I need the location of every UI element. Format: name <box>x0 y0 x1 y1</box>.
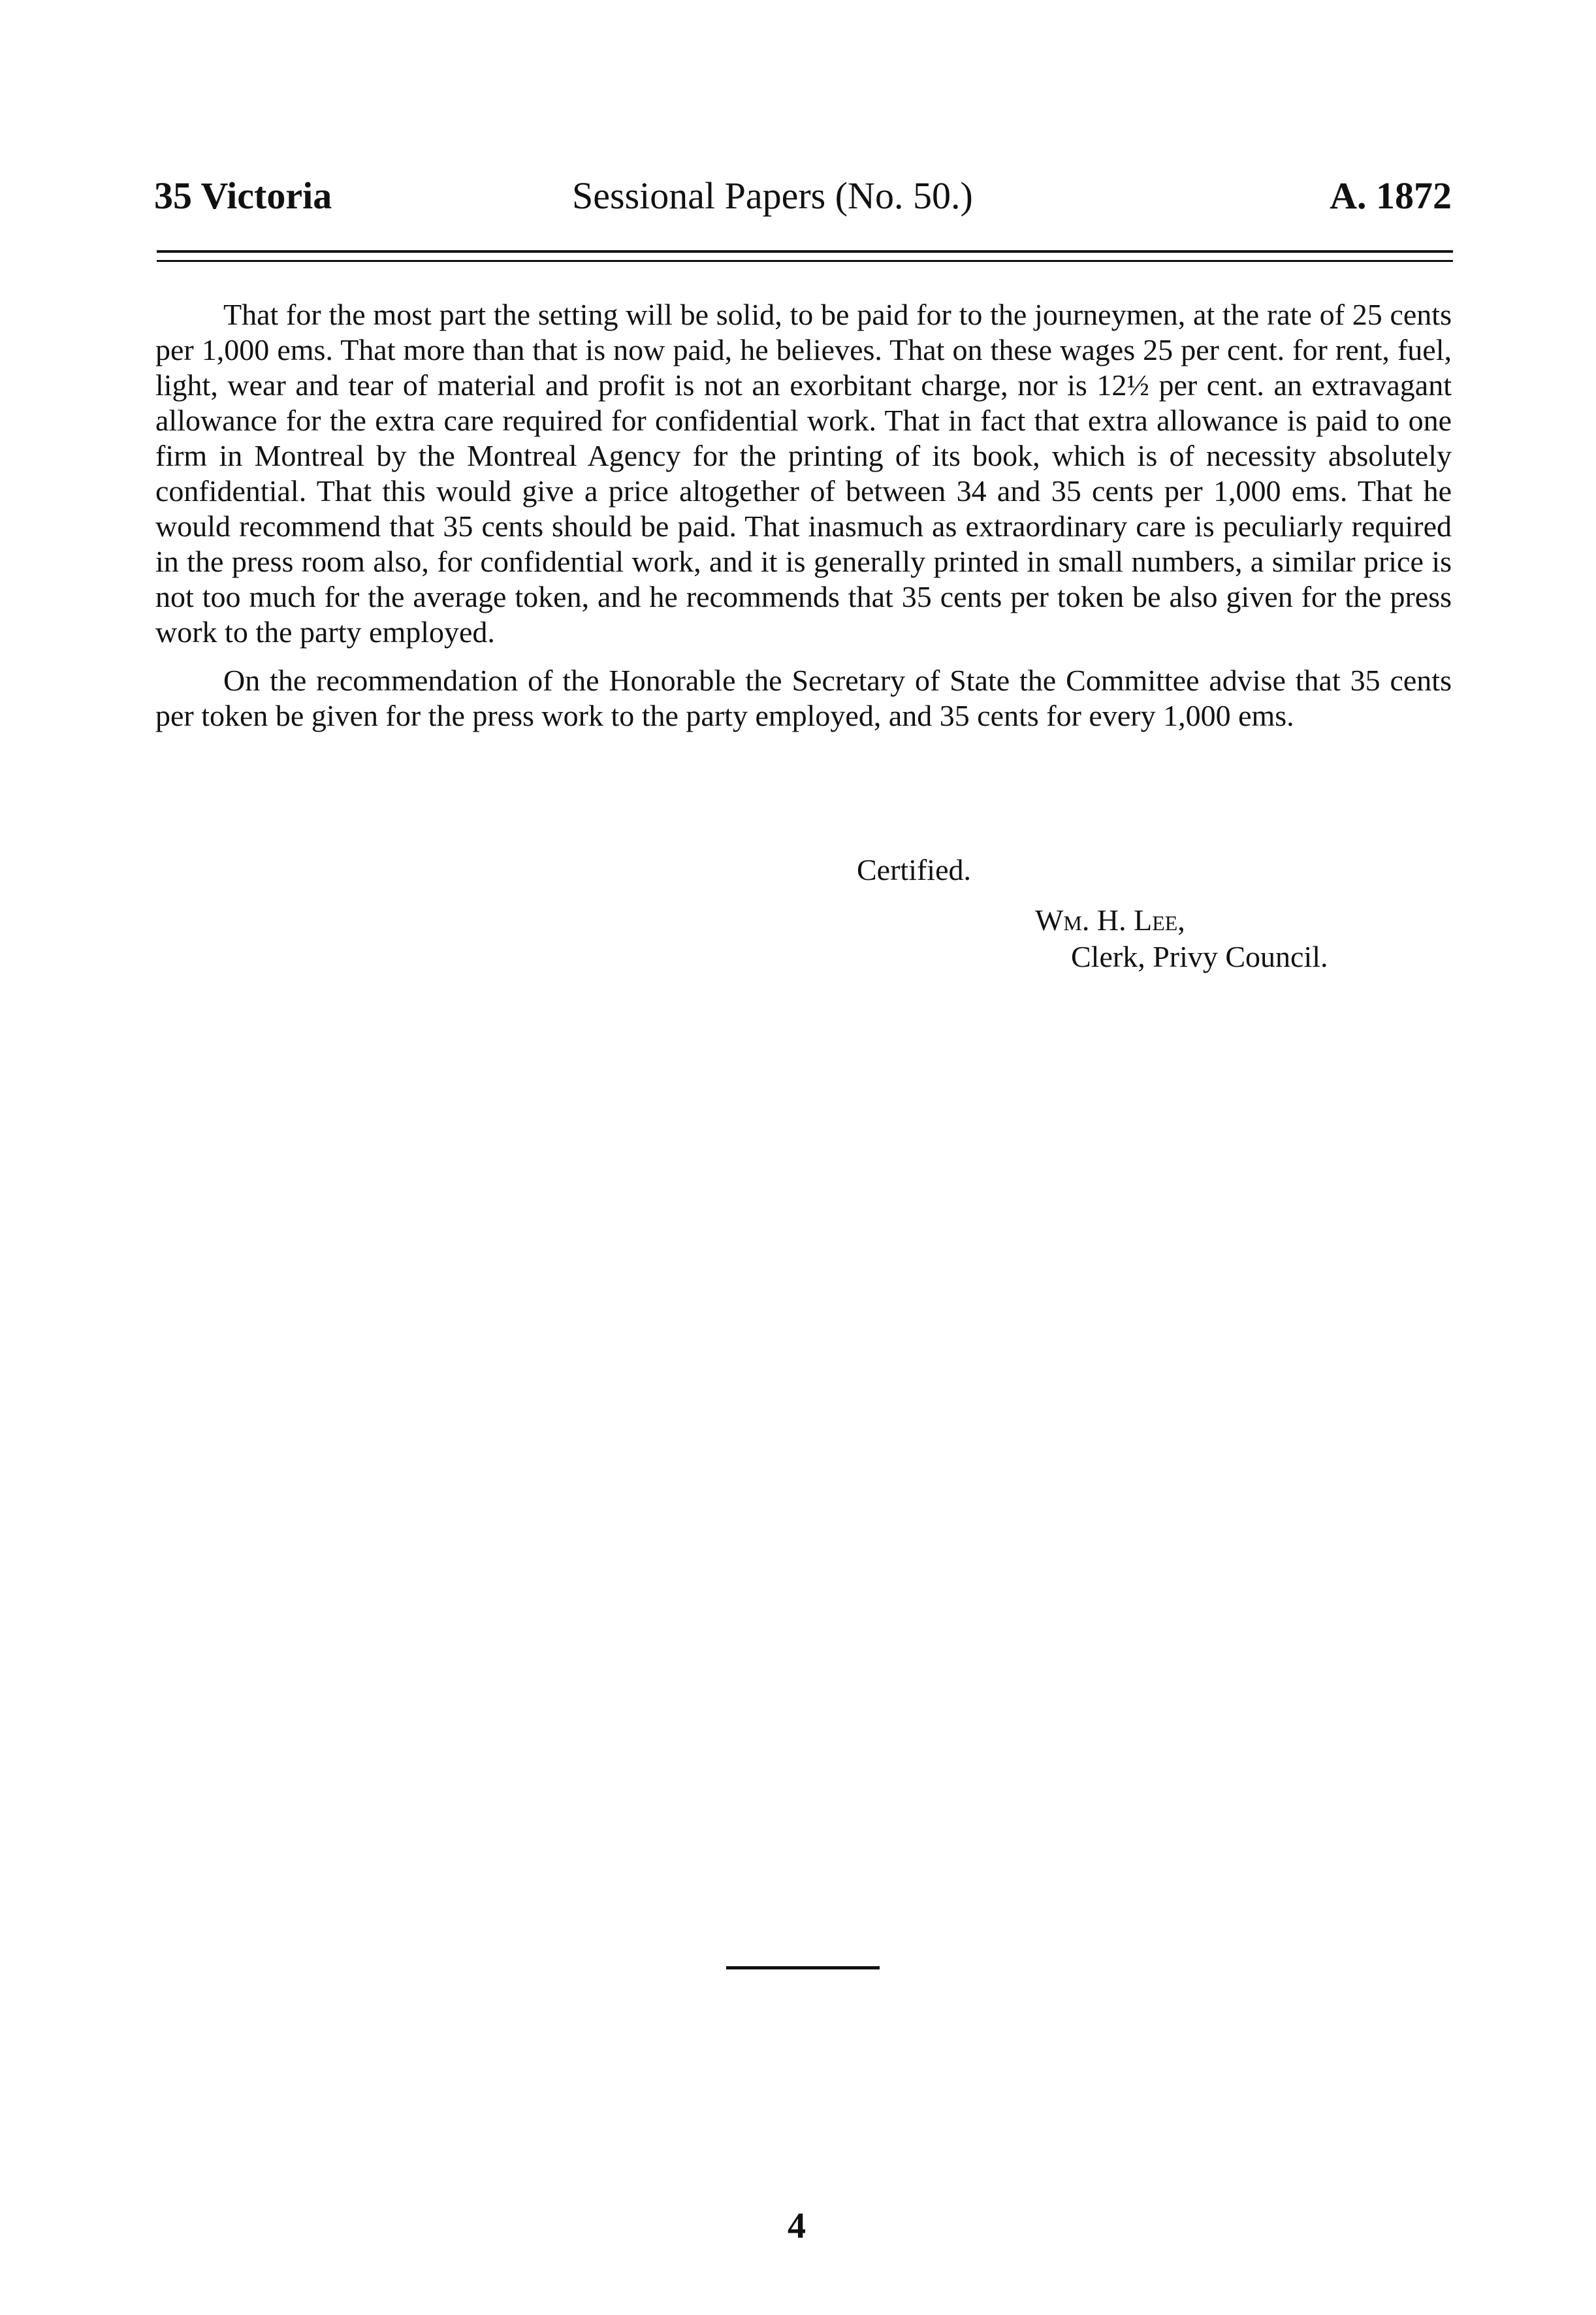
document-title: Sessional Papers (No. 50.) <box>572 174 973 217</box>
section-divider <box>726 1966 880 1969</box>
header-rule-top <box>157 250 1453 253</box>
signer-name: Wm. H. Lee, <box>1035 903 1185 937</box>
page-header <box>154 167 1452 225</box>
certified-label: Certified. <box>857 853 971 886</box>
session-label: 35 Victoria <box>154 174 332 217</box>
signer-title: Clerk, Privy Council. <box>1071 940 1328 973</box>
paragraph-2: On the recommendation of the Honorable the Secretary of State the Committee advise that 35 cents per token be given for the press work to the party employed, and 35 cents for every 1,000 ems. <box>155 664 1452 732</box>
body-text <box>155 297 1452 747</box>
header-rule-bottom <box>157 260 1453 262</box>
page-number: 4 <box>788 2206 806 2246</box>
year-label: A. 1872 <box>1330 174 1452 217</box>
paragraph-1: That for the most part the setting will be solid, to be paid for to the journeymen, at the rate of 25 cents per 1,000 ems. That more than that is now paid, he believes. That on these wages 25 per cent. for rent, fuel, light, wear and tear of material and profit is not an exorbitant charge, nor is 12½ per cent. an extravagant allowance for the extra care required for confidential work. That in fact that extra allowance is paid to one firm in Montreal by the Montreal Agency for the printing of its book, which is of necessity absolutely confidential. That this would give a price altogether of between 34 and 35 cents per 1,000 ems. That he would recommend that 35 cents should be paid. That inasmuch as extraordinary care is peculiarly required in the press room also, for confidential work, and it is generally printed in small numbers, a similar price is not too much for the average token, and he recommends that 35 cents per token be also given for the press work to the party employed. <box>155 298 1452 649</box>
